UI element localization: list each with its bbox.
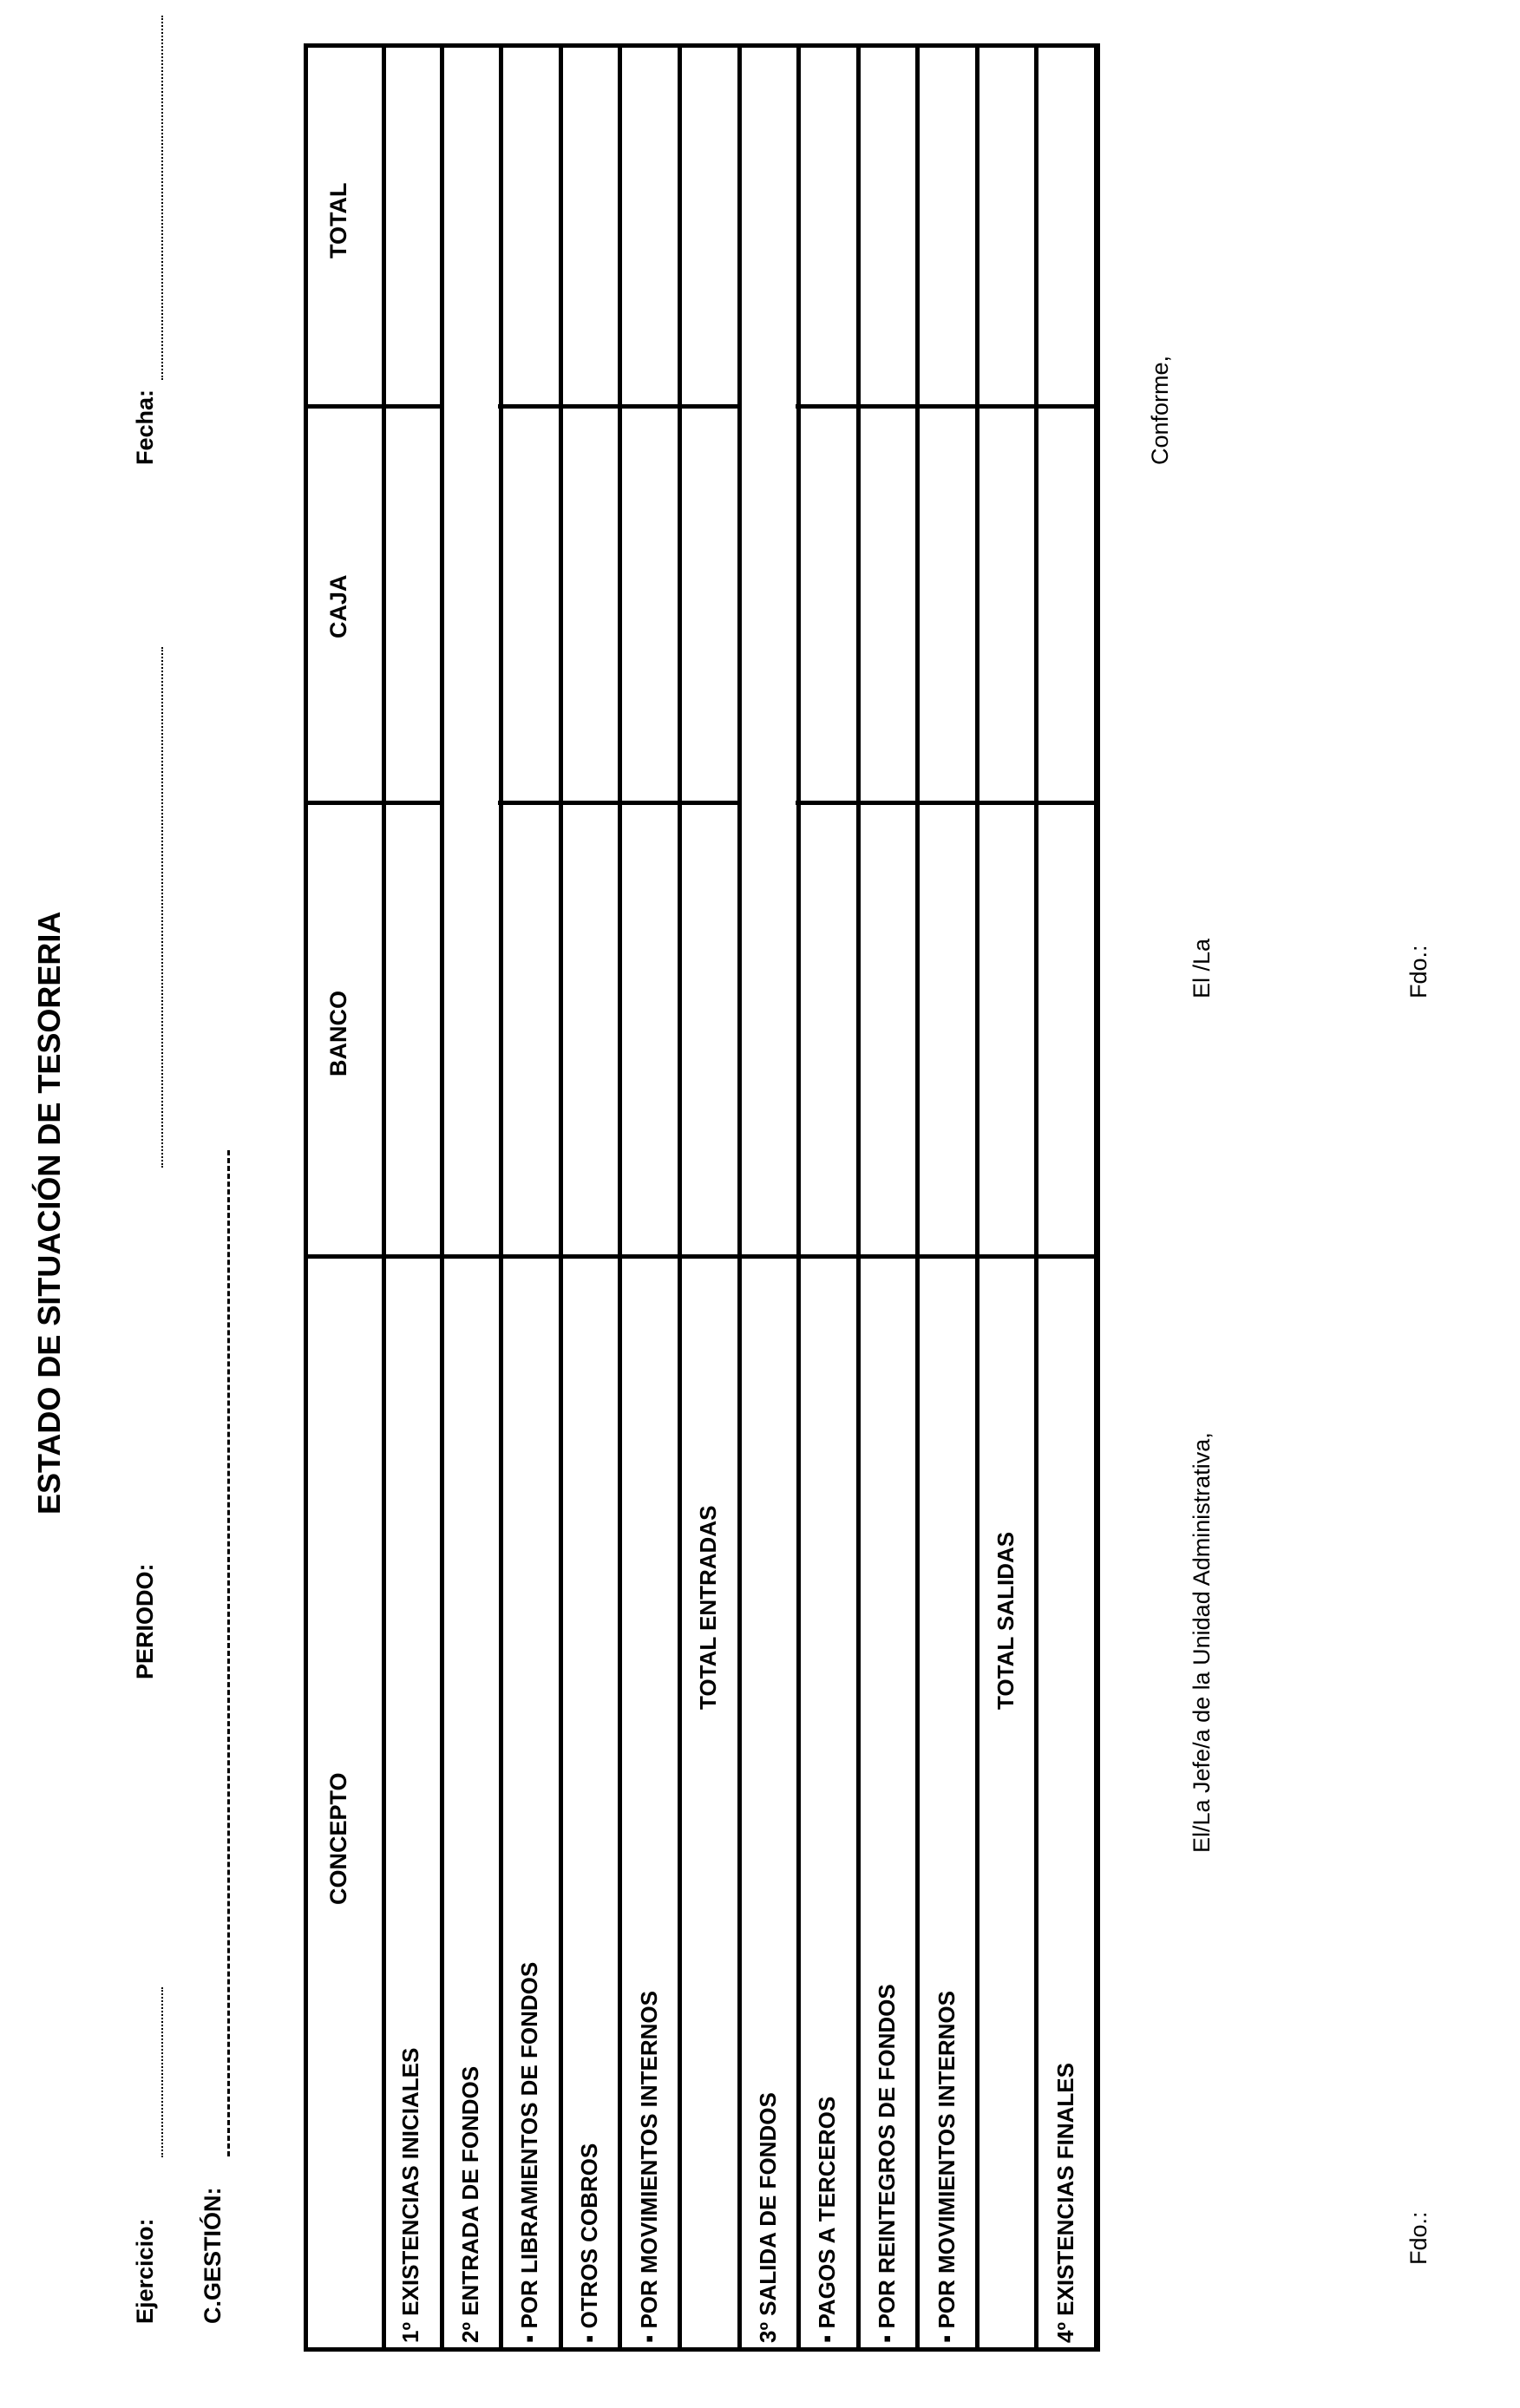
table-row-label: ▪ POR REINTEGROS DE FONDOS [873,1984,900,2343]
value-cell-caja[interactable] [679,409,737,801]
col-caja: CAJA [325,574,351,638]
value-cell-total[interactable] [382,48,440,404]
table-rows [382,43,1096,2352]
fdo-right: Fdo.: [1405,945,1432,998]
value-cell-banco[interactable] [858,805,916,1254]
table-row-label: TOTAL ENTRADAS [695,1505,722,1710]
value-cell-caja[interactable] [977,409,1035,801]
col-concepto: CONCEPTO [325,1772,351,1905]
value-cell-total[interactable] [560,48,619,404]
value-cell-caja[interactable] [1036,409,1094,801]
ejercicio-label: Ejercicio: [132,2218,158,2324]
value-cell-banco[interactable] [501,805,559,1254]
value-cell-banco[interactable] [917,805,975,1254]
value-cell-caja[interactable] [858,409,916,801]
value-cell-banco[interactable] [382,805,440,1254]
table-row-label: TOTAL SALIDAS [993,1531,1019,1710]
value-cell-total[interactable] [619,48,678,404]
value-cell-caja[interactable] [619,409,678,801]
value-cell-caja[interactable] [501,409,559,801]
table-row-label: 4º EXISTENCIAS FINALES [1052,2063,1078,2343]
table-row-label: 2º ENTRADA DE FONDOS [456,2065,483,2343]
section-row-span [742,49,796,1253]
value-cell-banco[interactable] [679,805,737,1254]
ejercicio-field[interactable] [161,1987,163,2157]
col-total: TOTAL [325,182,351,258]
fdo-left: Fdo.: [1405,2211,1432,2265]
value-cell-banco[interactable] [1036,805,1094,1254]
value-cell-caja[interactable] [798,409,856,801]
value-cell-total[interactable] [679,48,737,404]
value-cell-caja[interactable] [917,409,975,801]
periodo-label: PERIODO: [132,1563,158,1679]
periodo-field[interactable] [161,647,163,1168]
left-signer: El/La Jefe/a de la Unidad Administrativa, [1189,1432,1215,1853]
fecha-label: Fecha: [132,389,158,465]
document-title: ESTADO DE SITUACIÓN DE TESORERIA [31,911,67,1515]
value-cell-caja[interactable] [382,409,440,801]
value-cell-total[interactable] [1036,48,1094,404]
table-row-label: ▪ POR MOVIMIENTOS INTERNOS [635,1991,662,2343]
fecha-field[interactable] [161,16,163,380]
table-row-label: 3º SALIDA DE FONDOS [754,2092,781,2343]
cgestion-field[interactable] [227,1150,230,2156]
value-cell-caja[interactable] [560,409,619,801]
value-cell-banco[interactable] [560,805,619,1254]
value-cell-total[interactable] [858,48,916,404]
value-cell-total[interactable] [977,48,1035,404]
value-cell-total[interactable] [501,48,559,404]
cgestion-label: C.GESTIÓN: [200,2187,226,2324]
table-row-label: 1º EXISTENCIAS INICIALES [397,2047,424,2343]
row-separator [1094,43,1098,2352]
value-cell-total[interactable] [798,48,856,404]
value-cell-banco[interactable] [619,805,678,1254]
value-cell-banco[interactable] [977,805,1035,1254]
table-row-label: ▪ POR MOVIMIENTOS INTERNOS [933,1991,960,2343]
conforme-label: Conforme, [1147,355,1173,465]
section-row-span [444,49,499,1253]
col-banco: BANCO [325,991,351,1076]
middle-signer: El /La [1189,938,1215,998]
value-cell-total[interactable] [917,48,975,404]
value-cell-banco[interactable] [798,805,856,1254]
table-row-label: ▪ OTROS COBROS [576,2143,603,2343]
table-row-label: ▪ POR LIBRAMIENTOS DE FONDOS [516,1961,543,2343]
table-row-label: ▪ PAGOS A TERCEROS [814,2096,841,2343]
